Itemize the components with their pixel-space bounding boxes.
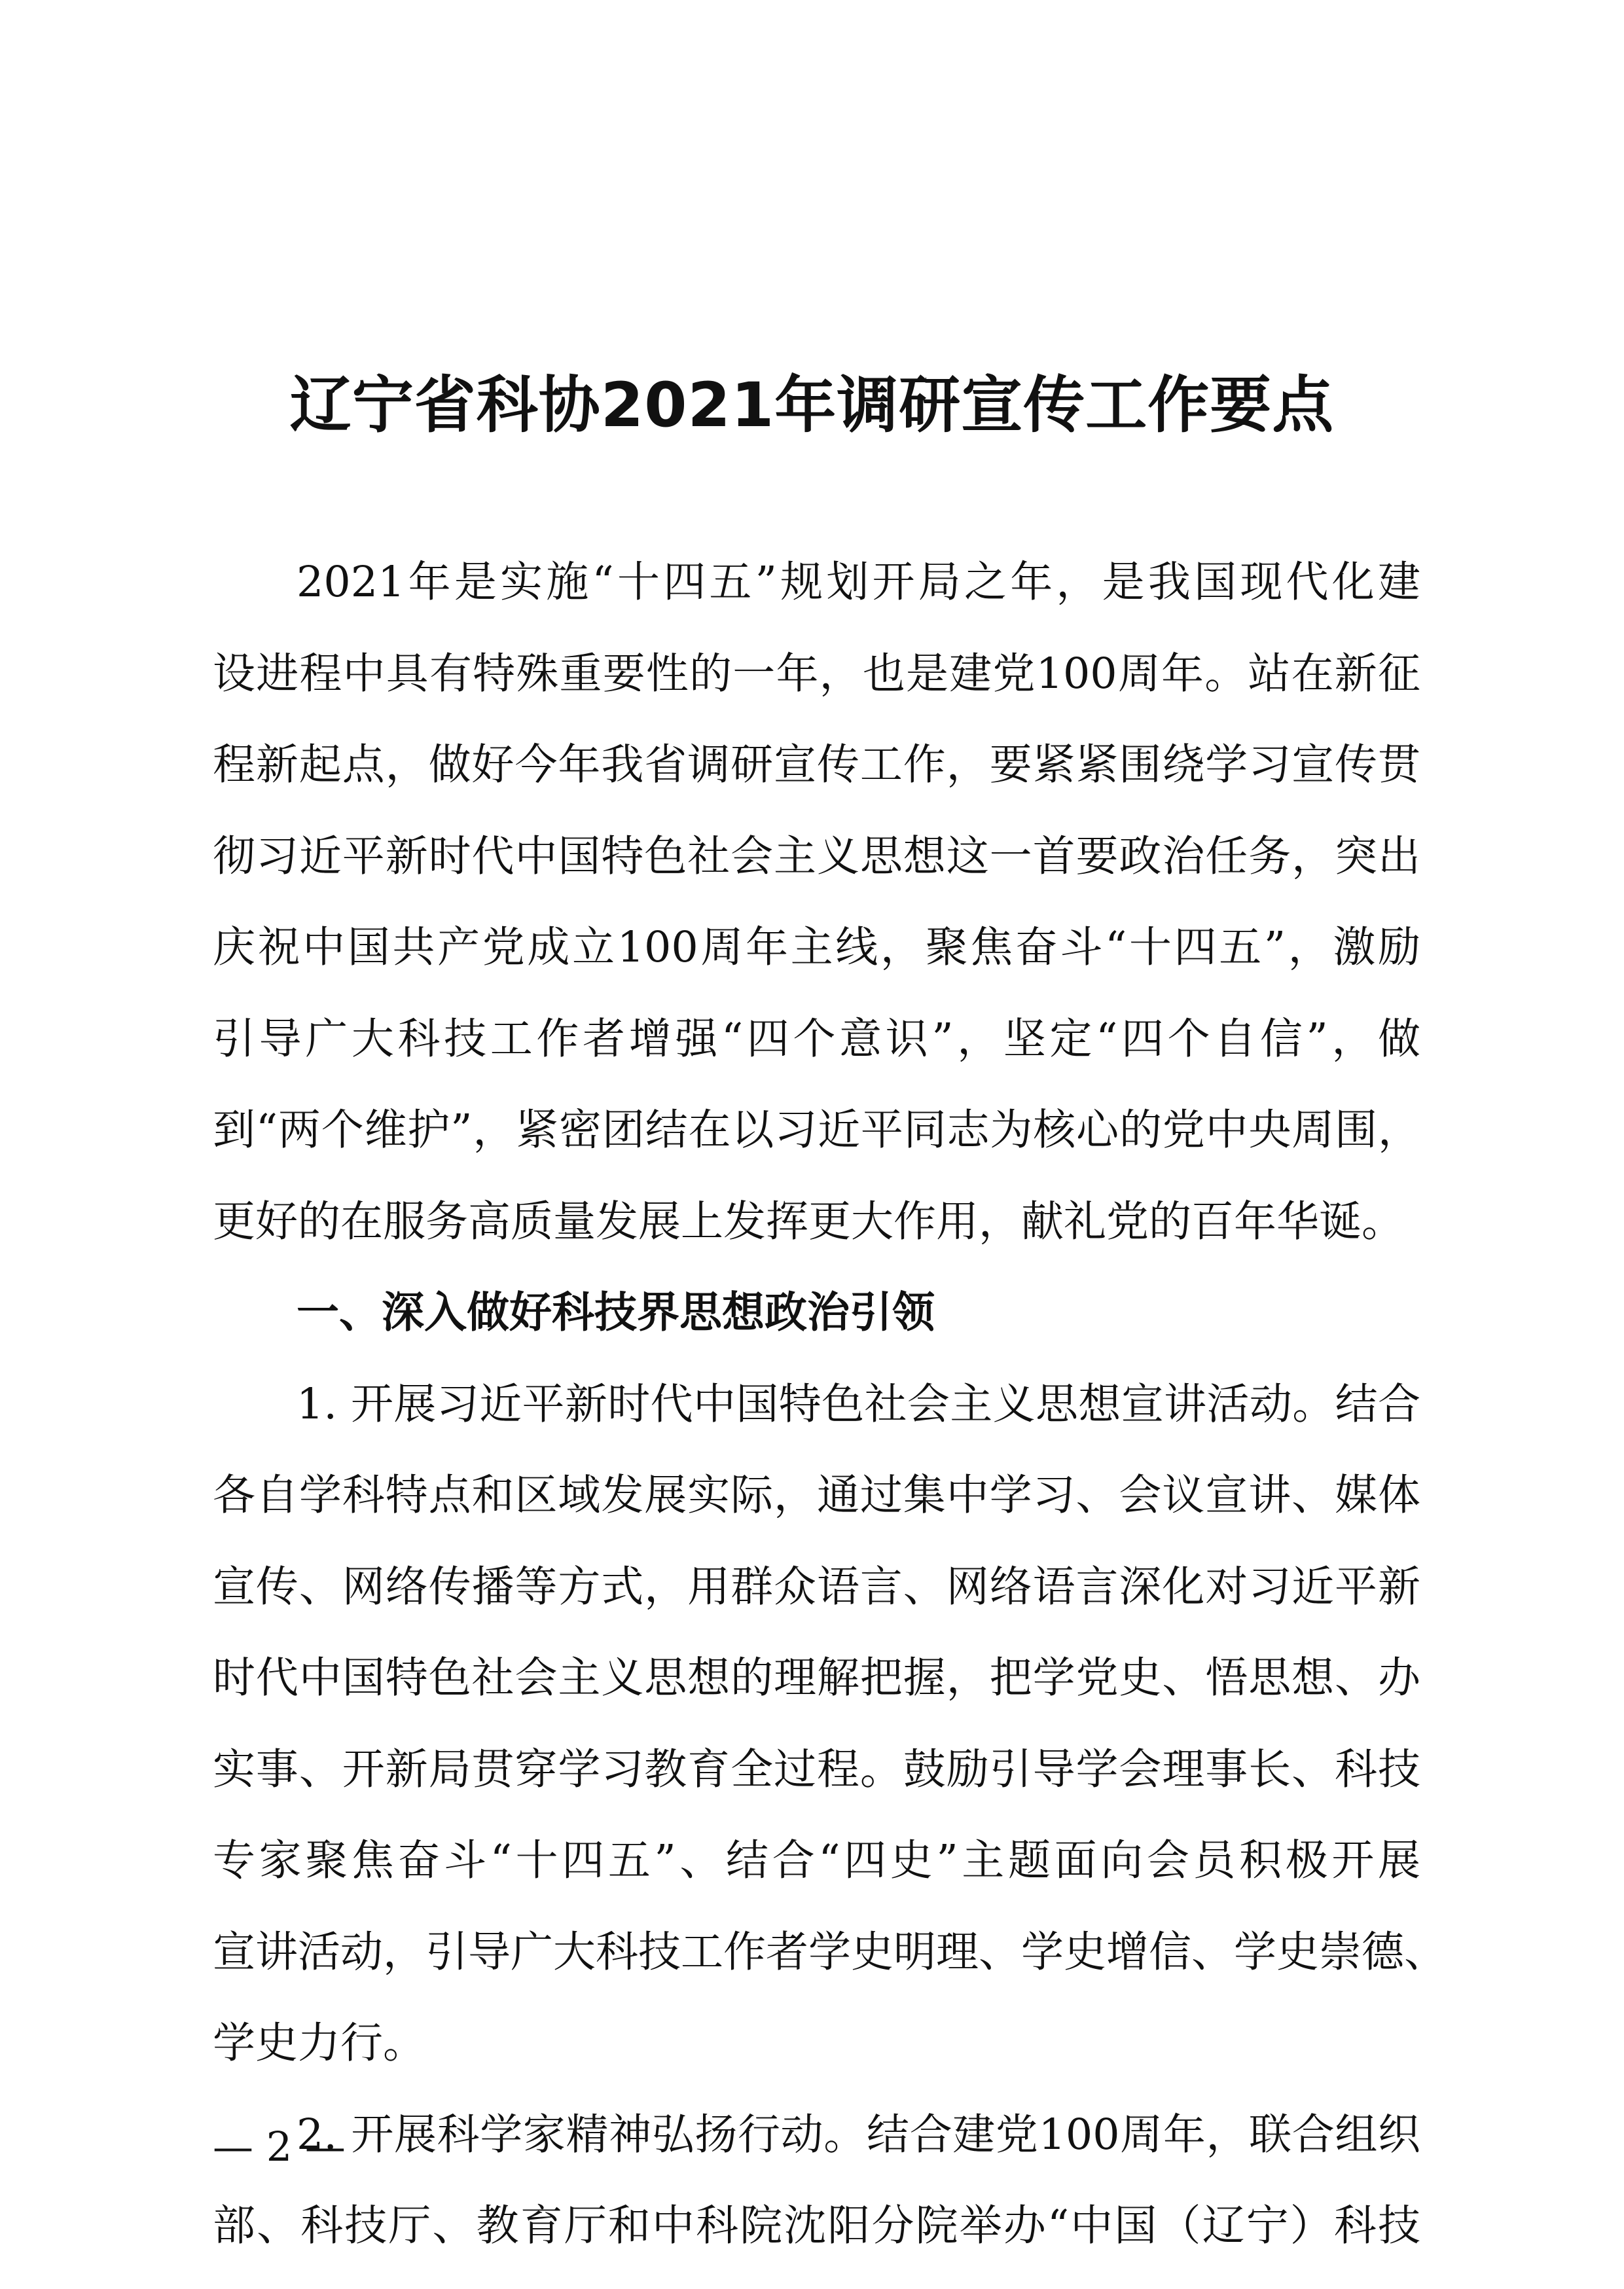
paragraph-line: 到“两个维护”，紧密团结在以习近平同志为核心的党中央周围， [213, 1106, 1420, 1155]
paragraph-line: 程新起点，做好今年我省调研宣传工作，要紧紧围绕学习宣传贯 [213, 740, 1420, 789]
intro-paragraph [213, 537, 1420, 1267]
paragraph-line: 1. 开展习近平新时代中国特色社会主义思想宣讲活动。结合 [297, 1379, 1420, 1429]
document-title: 辽宁省科协2021年调研宣传工作要点 [289, 370, 1335, 441]
paragraph-line: 更好的在服务高质量发展上发挥更大作用，献礼党的百年华诞。 [213, 1197, 1405, 1246]
paragraph-line: 彻习近平新时代中国特色社会主义思想这一首要政治任务，突出 [213, 831, 1420, 881]
paragraph-line: 2021年是实施“十四五”规划开局之年，是我国现代化建 [297, 558, 1420, 607]
paragraph-line: 宣讲活动，引导广大科技工作者学史明理、学史增信、学史崇德、 [213, 1927, 1447, 1977]
paragraph-line: 宣传、网络传播等方式，用群众语言、网络语言深化对习近平新 [213, 1562, 1420, 1612]
paragraph-line: 学史力行。 [213, 2019, 426, 2068]
paragraph-line: 部、科技厅、教育厅和中科院沈阳分院举办“中国（辽宁）科技 [213, 2201, 1420, 2250]
page-number: — 2 — [213, 2123, 346, 2171]
paragraph-line: 各自学科特点和区域发展实际，通过集中学习、会议宣讲、媒体 [213, 1471, 1420, 1520]
document-body [213, 537, 1447, 2272]
paragraph-line: 实事、开新局贯穿学习教育全过程。鼓励引导学会理事长、科技 [213, 1744, 1420, 1794]
item-1-paragraph [213, 1359, 1447, 2089]
paragraph-line: 引导广大科技工作者增强“四个意识”，坚定“四个自信”，做 [213, 1014, 1420, 1064]
paragraph-line: 设进程中具有特殊重要性的一年，也是建党100周年。站在新征 [213, 649, 1420, 698]
paragraph-line: 2. 开展科学家精神弘扬行动。结合建党100周年，联合组织 [297, 2110, 1420, 2159]
item-2-paragraph [213, 2089, 1420, 2272]
paragraph-line: 时代中国特色社会主义思想的理解把握，把学党史、悟思想、办 [213, 1653, 1420, 1703]
paragraph-line: 庆祝中国共产党成立100周年主线，聚焦奋斗“十四五”，激励 [213, 923, 1420, 972]
paragraph-line: 专家聚焦奋斗“十四五”、结合“四史”主题面向会员积极开展 [213, 1836, 1420, 1885]
section-heading: 一、深入做好科技界思想政治引领 [297, 1288, 935, 1337]
